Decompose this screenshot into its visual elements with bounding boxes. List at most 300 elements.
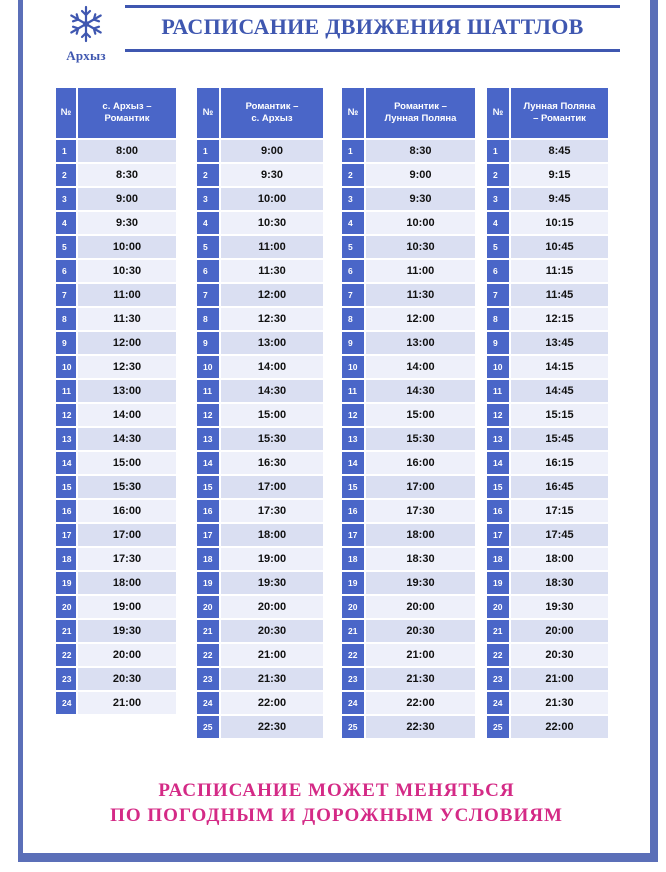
snowflake-icon (66, 4, 106, 44)
trip-number: 23 (197, 666, 221, 690)
trip-number: 12 (487, 402, 511, 426)
table-row (197, 690, 323, 714)
trip-number: 24 (342, 690, 366, 714)
table-row (342, 474, 475, 498)
departure-time: 19:30 (511, 594, 608, 618)
trip-number: 25 (487, 714, 511, 738)
trip-number: 15 (342, 474, 366, 498)
table-row (342, 330, 475, 354)
trip-number: 17 (342, 522, 366, 546)
trip-number: 8 (56, 306, 78, 330)
trip-number: 22 (487, 642, 511, 666)
trip-number: 8 (342, 306, 366, 330)
departure-time: 13:00 (366, 330, 475, 354)
trip-number: 22 (342, 642, 366, 666)
departure-time: 15:30 (221, 426, 323, 450)
departure-time: 8:00 (78, 138, 176, 162)
departure-time: 14:00 (221, 354, 323, 378)
page-title: РАСПИСАНИЕ ДВИЖЕНИЯ ШАТТЛОВ (161, 14, 584, 39)
trip-number: 5 (197, 234, 221, 258)
trip-number: 13 (56, 426, 78, 450)
trip-number: 4 (197, 210, 221, 234)
departure-time: 20:30 (511, 642, 608, 666)
trip-number: 18 (342, 546, 366, 570)
trip-number: 6 (342, 258, 366, 282)
table-row (342, 138, 475, 162)
departure-time: 10:30 (221, 210, 323, 234)
departure-time: 14:00 (78, 402, 176, 426)
table-row (56, 570, 176, 594)
departure-time: 21:00 (511, 666, 608, 690)
departure-time: 10:45 (511, 234, 608, 258)
departure-time: 19:30 (366, 570, 475, 594)
departure-time: 12:00 (366, 306, 475, 330)
trip-number: 10 (487, 354, 511, 378)
table-row (342, 690, 475, 714)
departure-time: 15:30 (78, 474, 176, 498)
departure-time: 18:00 (221, 522, 323, 546)
departure-time: 16:00 (366, 450, 475, 474)
table-row (197, 210, 323, 234)
departure-time: 18:00 (78, 570, 176, 594)
table-row (342, 354, 475, 378)
departure-time: 17:00 (366, 474, 475, 498)
trip-number: 17 (487, 522, 511, 546)
departure-time: 10:15 (511, 210, 608, 234)
table-row (197, 282, 323, 306)
departure-time: 21:00 (78, 690, 176, 714)
departure-time: 8:30 (366, 138, 475, 162)
trip-number: 20 (487, 594, 511, 618)
departure-time: 20:00 (366, 594, 475, 618)
table-row (197, 426, 323, 450)
table-row (56, 642, 176, 666)
departure-time: 12:15 (511, 306, 608, 330)
departure-time: 18:30 (511, 570, 608, 594)
trip-number: 15 (487, 474, 511, 498)
departure-time: 20:00 (511, 618, 608, 642)
trip-number: 3 (197, 186, 221, 210)
departure-time: 9:30 (78, 210, 176, 234)
trip-number: 22 (197, 642, 221, 666)
table-row (56, 186, 176, 210)
table-row (197, 618, 323, 642)
route-name-line-2: – Романтик (533, 113, 586, 124)
trip-number: 12 (342, 402, 366, 426)
table-row (487, 474, 608, 498)
departure-time: 11:00 (78, 282, 176, 306)
table-row (487, 450, 608, 474)
trip-number: 14 (197, 450, 221, 474)
trip-number: 25 (197, 714, 221, 738)
table-row (487, 522, 608, 546)
departure-time: 19:00 (78, 594, 176, 618)
table-row (56, 354, 176, 378)
table-row (342, 210, 475, 234)
route-name-line-1: Лунная Поляна (523, 101, 596, 112)
warning-line-2: ПО ПОГОДНЫМ И ДОРОЖНЫМ УСЛОВИЯМ (110, 805, 563, 826)
warning-line-1: РАСПИСАНИЕ МОЖЕТ МЕНЯТЬСЯ (158, 780, 515, 801)
table-row (56, 402, 176, 426)
trip-number: 2 (197, 162, 221, 186)
departure-time: 21:00 (366, 642, 475, 666)
route-name-line-2: Романтик (104, 113, 150, 124)
departure-time: 8:30 (78, 162, 176, 186)
trip-number: 4 (56, 210, 78, 234)
departure-time: 20:00 (78, 642, 176, 666)
departure-time: 9:45 (511, 186, 608, 210)
departure-time: 22:00 (511, 714, 608, 738)
poster (23, 0, 650, 853)
departure-time: 9:30 (366, 186, 475, 210)
departure-time: 13:00 (78, 378, 176, 402)
table-row (56, 618, 176, 642)
trip-number: 20 (56, 594, 78, 618)
trip-number: 10 (197, 354, 221, 378)
departure-time: 14:30 (366, 378, 475, 402)
departure-time: 15:15 (511, 402, 608, 426)
table-row (487, 330, 608, 354)
table-row (487, 354, 608, 378)
trip-number: 24 (197, 690, 221, 714)
trip-number: 11 (197, 378, 221, 402)
table-header-row (487, 88, 608, 138)
trip-number: 1 (487, 138, 511, 162)
departure-time: 12:00 (221, 282, 323, 306)
table-header-row (56, 88, 176, 138)
table-row (487, 498, 608, 522)
departure-time: 15:45 (511, 426, 608, 450)
table-row (197, 186, 323, 210)
trip-number: 11 (56, 378, 78, 402)
departure-time: 13:45 (511, 330, 608, 354)
table-row (197, 378, 323, 402)
departure-time: 18:00 (366, 522, 475, 546)
departure-time: 11:00 (366, 258, 475, 282)
trip-number: 3 (487, 186, 511, 210)
table-row (197, 330, 323, 354)
table-row (56, 378, 176, 402)
trip-number: 22 (56, 642, 78, 666)
table-row (197, 234, 323, 258)
table-row (487, 234, 608, 258)
departure-time: 14:30 (78, 426, 176, 450)
departure-time: 10:00 (221, 186, 323, 210)
table-row (56, 258, 176, 282)
trip-number: 15 (56, 474, 78, 498)
trip-number: 6 (56, 258, 78, 282)
departure-time: 20:00 (221, 594, 323, 618)
table-row (342, 402, 475, 426)
departure-time: 19:30 (221, 570, 323, 594)
number-column-header: № (487, 88, 511, 138)
departure-time: 14:30 (221, 378, 323, 402)
trip-number: 5 (342, 234, 366, 258)
table-row (487, 186, 608, 210)
table-row (487, 642, 608, 666)
table-row (197, 714, 323, 738)
departure-time: 15:00 (221, 402, 323, 426)
trip-number: 13 (487, 426, 511, 450)
table-row (342, 546, 475, 570)
table-row (197, 498, 323, 522)
trip-number: 9 (197, 330, 221, 354)
trip-number: 24 (56, 690, 78, 714)
table-row (197, 474, 323, 498)
departure-time: 15:00 (366, 402, 475, 426)
table-row (487, 546, 608, 570)
departure-time: 17:00 (221, 474, 323, 498)
trip-number: 16 (487, 498, 511, 522)
trip-number: 6 (197, 258, 221, 282)
trip-number: 8 (487, 306, 511, 330)
table-row (342, 426, 475, 450)
departure-time: 11:30 (78, 306, 176, 330)
table-row (342, 258, 475, 282)
route-name-line-2: с. Архыз (251, 113, 293, 124)
table-row (342, 378, 475, 402)
departure-time: 14:00 (366, 354, 475, 378)
trip-number: 13 (342, 426, 366, 450)
table-row (56, 450, 176, 474)
departure-time: 20:30 (366, 618, 475, 642)
table-row (342, 450, 475, 474)
trip-number: 7 (487, 282, 511, 306)
departure-time: 11:00 (221, 234, 323, 258)
table-row (56, 210, 176, 234)
trip-number: 23 (342, 666, 366, 690)
trip-number: 9 (342, 330, 366, 354)
table-row (487, 714, 608, 738)
trip-number: 18 (487, 546, 511, 570)
trip-number: 21 (56, 618, 78, 642)
number-column-header: № (197, 88, 221, 138)
table-row (197, 570, 323, 594)
table-header-row (342, 88, 475, 138)
departure-time: 9:00 (221, 138, 323, 162)
departure-time: 17:00 (78, 522, 176, 546)
trip-number: 19 (342, 570, 366, 594)
table-row (56, 282, 176, 306)
departure-time: 16:45 (511, 474, 608, 498)
trip-number: 21 (487, 618, 511, 642)
table-row (487, 666, 608, 690)
trip-number: 8 (197, 306, 221, 330)
departure-time: 16:00 (78, 498, 176, 522)
trip-number: 1 (56, 138, 78, 162)
departure-time: 17:30 (221, 498, 323, 522)
number-column-header: № (56, 88, 78, 138)
trip-number: 15 (197, 474, 221, 498)
route-name-line-1: с. Архыз – (102, 101, 152, 112)
table-row (197, 138, 323, 162)
route-name-line-1: Романтик – (245, 101, 299, 112)
table-row (487, 570, 608, 594)
trip-number: 24 (487, 690, 511, 714)
departure-time: 13:00 (221, 330, 323, 354)
table-row (197, 666, 323, 690)
departure-time: 12:30 (78, 354, 176, 378)
departure-time: 11:45 (511, 282, 608, 306)
table-row (56, 426, 176, 450)
trip-number: 6 (487, 258, 511, 282)
table-row (197, 522, 323, 546)
departure-time: 11:30 (221, 258, 323, 282)
departure-time: 20:30 (78, 666, 176, 690)
table-row (56, 546, 176, 570)
departure-time: 18:00 (511, 546, 608, 570)
table-row (342, 186, 475, 210)
departure-time: 9:30 (221, 162, 323, 186)
departure-time: 19:30 (78, 618, 176, 642)
trip-number: 21 (197, 618, 221, 642)
table-row (342, 666, 475, 690)
trip-number: 23 (487, 666, 511, 690)
table-row (487, 306, 608, 330)
departure-time: 15:30 (366, 426, 475, 450)
title-rule-bottom (125, 49, 620, 52)
departure-time: 11:15 (511, 258, 608, 282)
departure-time: 8:45 (511, 138, 608, 162)
departure-time: 22:00 (221, 690, 323, 714)
departure-time: 17:15 (511, 498, 608, 522)
departure-time: 16:30 (221, 450, 323, 474)
departure-time: 21:30 (511, 690, 608, 714)
table-header-row (197, 88, 323, 138)
trip-number: 9 (487, 330, 511, 354)
table-row (487, 378, 608, 402)
schedule-table-arkhyz-romantik (56, 88, 176, 714)
table-row (487, 618, 608, 642)
table-row (342, 714, 475, 738)
table-row (56, 474, 176, 498)
departure-time: 21:00 (221, 642, 323, 666)
departure-time: 17:30 (78, 546, 176, 570)
departure-time: 16:15 (511, 450, 608, 474)
number-column-header: № (342, 88, 366, 138)
table-row (342, 282, 475, 306)
trip-number: 9 (56, 330, 78, 354)
trip-number: 7 (197, 282, 221, 306)
route-column-header (511, 88, 608, 138)
trip-number: 14 (56, 450, 78, 474)
departure-time: 17:30 (366, 498, 475, 522)
trip-number: 11 (342, 378, 366, 402)
route-name-line-2: Лунная Поляна (384, 113, 457, 124)
table-row (56, 162, 176, 186)
trip-number: 1 (197, 138, 221, 162)
table-row (487, 162, 608, 186)
departure-time: 12:30 (221, 306, 323, 330)
trip-number: 10 (342, 354, 366, 378)
trip-number: 17 (197, 522, 221, 546)
trip-number: 18 (56, 546, 78, 570)
trip-number: 2 (342, 162, 366, 186)
route-column-header (221, 88, 323, 138)
trip-number: 19 (197, 570, 221, 594)
trip-number: 5 (56, 234, 78, 258)
table-row (56, 594, 176, 618)
table-row (56, 522, 176, 546)
departure-time: 21:30 (366, 666, 475, 690)
table-row (56, 138, 176, 162)
trip-number: 10 (56, 354, 78, 378)
departure-time: 14:45 (511, 378, 608, 402)
trip-number: 25 (342, 714, 366, 738)
trip-number: 18 (197, 546, 221, 570)
schedule-table-lunnaya-romantik (487, 88, 608, 738)
table-row (342, 498, 475, 522)
route-column-header (366, 88, 475, 138)
trip-number: 12 (56, 402, 78, 426)
trip-number: 5 (487, 234, 511, 258)
table-row (197, 546, 323, 570)
departure-time: 12:00 (78, 330, 176, 354)
trip-number: 3 (56, 186, 78, 210)
trip-number: 23 (56, 666, 78, 690)
table-row (487, 210, 608, 234)
table-row (342, 570, 475, 594)
departure-time: 22:30 (366, 714, 475, 738)
table-row (487, 282, 608, 306)
table-row (342, 618, 475, 642)
table-row (56, 330, 176, 354)
table-row (487, 690, 608, 714)
trip-number: 3 (342, 186, 366, 210)
trip-number: 4 (487, 210, 511, 234)
table-row (342, 162, 475, 186)
table-row (487, 258, 608, 282)
departure-time: 22:30 (221, 714, 323, 738)
departure-time: 9:00 (78, 186, 176, 210)
title-rule-top (125, 5, 620, 8)
table-row (487, 426, 608, 450)
departure-time: 18:30 (366, 546, 475, 570)
table-row (197, 450, 323, 474)
trip-number: 4 (342, 210, 366, 234)
departure-time: 14:15 (511, 354, 608, 378)
table-row (197, 594, 323, 618)
trip-number: 19 (56, 570, 78, 594)
departure-time: 17:45 (511, 522, 608, 546)
route-name-line-1: Романтик – (394, 101, 447, 112)
trip-number: 12 (197, 402, 221, 426)
departure-time: 10:00 (366, 210, 475, 234)
table-row (342, 234, 475, 258)
departure-time: 10:30 (366, 234, 475, 258)
trip-number: 14 (342, 450, 366, 474)
table-row (56, 498, 176, 522)
departure-time: 20:30 (221, 618, 323, 642)
schedule-table-romantik-lunnaya (342, 88, 475, 738)
table-row (197, 402, 323, 426)
trip-number: 17 (56, 522, 78, 546)
table-row (342, 594, 475, 618)
trip-number: 16 (56, 498, 78, 522)
table-row (197, 162, 323, 186)
departure-time: 11:30 (366, 282, 475, 306)
trip-number: 20 (197, 594, 221, 618)
trip-number: 2 (56, 162, 78, 186)
table-row (487, 138, 608, 162)
trip-number: 7 (56, 282, 78, 306)
departure-time: 9:15 (511, 162, 608, 186)
trip-number: 2 (487, 162, 511, 186)
table-row (342, 522, 475, 546)
table-row (56, 234, 176, 258)
table-row (56, 690, 176, 714)
table-row (197, 306, 323, 330)
